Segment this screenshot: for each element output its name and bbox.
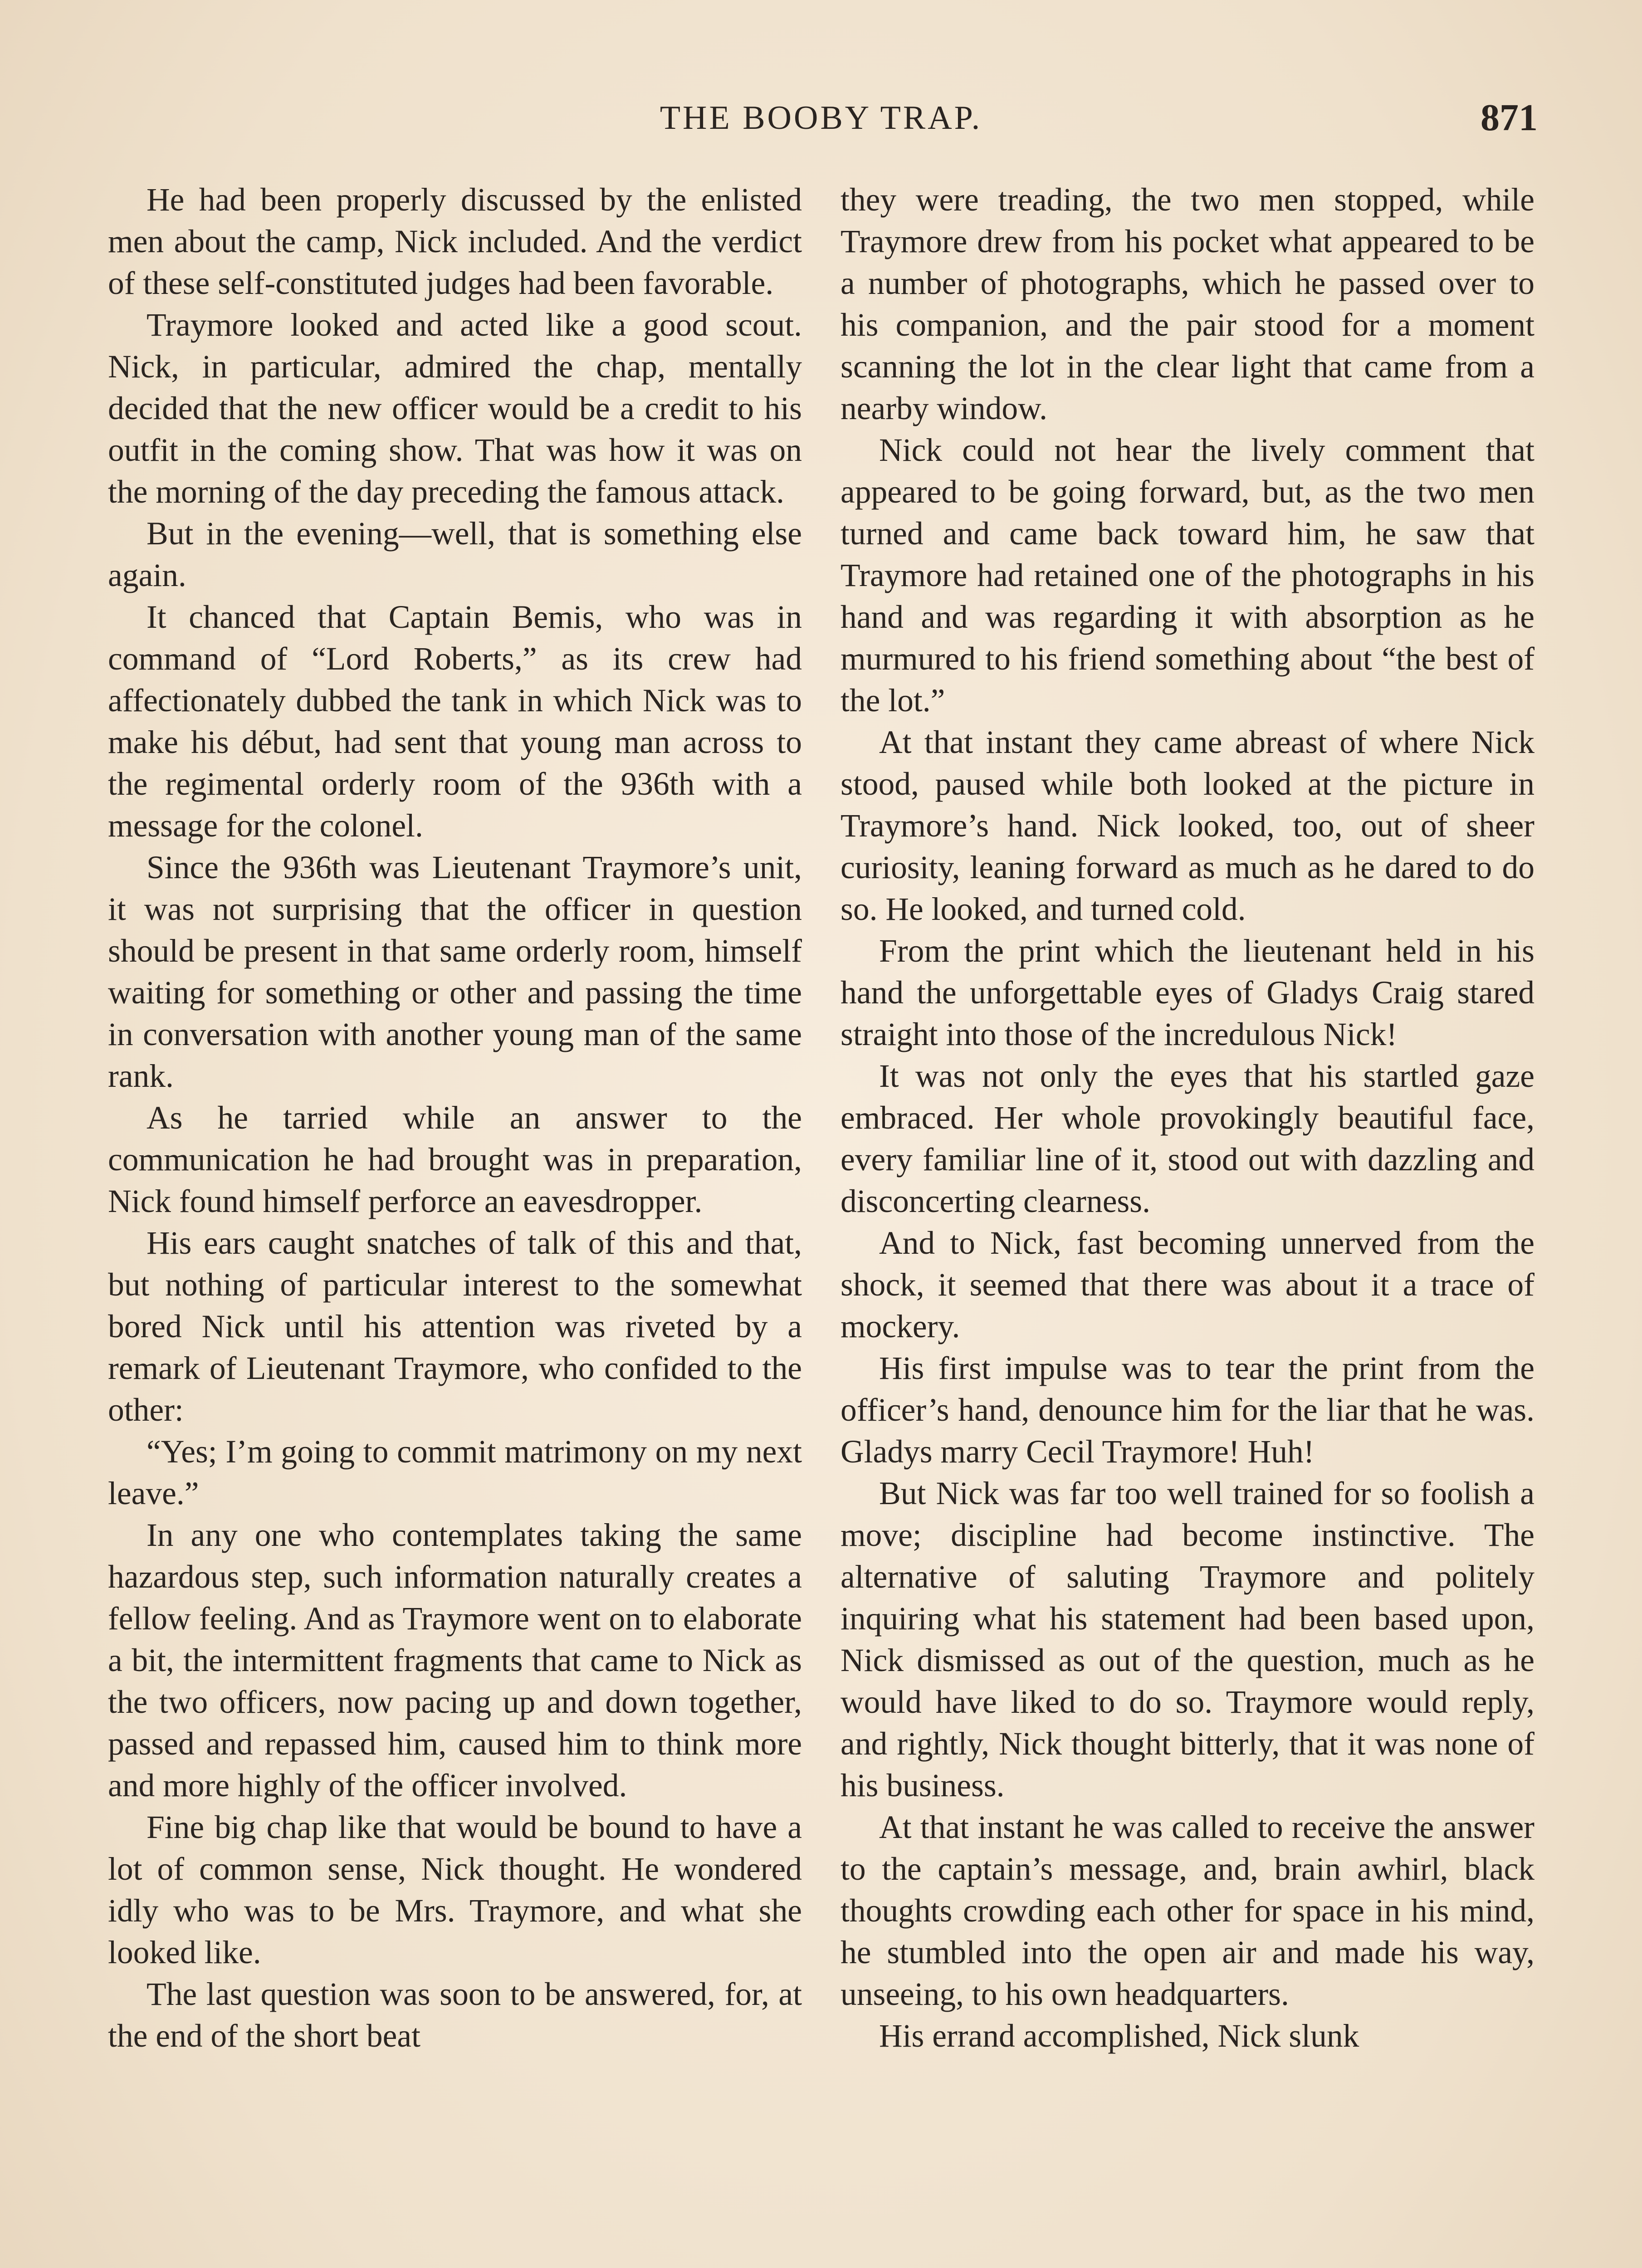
paragraph: From the print which the lieutenant held in his hand the unforgettable eyes of Gladys Craig stared straight into those of the incredulous Nick!	[841, 933, 1534, 1052]
paragraph: At that instant he was called to receive the answer to the captain’s message, and, brain awhirl, black thoughts crowding each other for space in his mind, he stumbled into the open air and made his way, unseeing, to his own headquarters.	[841, 1809, 1534, 2012]
paragraph: It chanced that Captain Bemis, who was in command of “Lord Roberts,” as its crew had affectionately dubbed the tank in which Nick was to make his début, had sent that young man across to the regimental orderly room of the 936th with a message for the colonel.	[108, 599, 802, 844]
paragraph: His errand accomplished, Nick slunk	[879, 2018, 1359, 2054]
page-number: 871	[1481, 97, 1538, 139]
paragraph: As he tarried while an answer to the communication he had brought was in preparation, Nick found himself perforce an eavesdropper.	[108, 1100, 802, 1219]
paragraph-continued: they were treading, the two men stopped, while Traymore drew from his pocket what appeared to be a number of photographs, which he passed over to his companion, and the pair stood for a moment scanning the lot in the clear light that came from a nearby window.	[841, 182, 1534, 426]
paragraph: But in the evening—well, that is something else again.	[108, 516, 802, 593]
paragraph: And to Nick, fast becoming unnerved from the shock, it seemed that there was about it a trace of mockery.	[841, 1225, 1534, 1344]
paragraph: At that instant they came abreast of where Nick stood, paused while both looked at the picture in Traymore’s hand. Nick looked, too, out of sheer curiosity, leaning forward as much as he dared to do so. He looked, and turned cold.	[841, 724, 1534, 927]
right-column	[841, 179, 1534, 2057]
paragraph: But Nick was far too well trained for so foolish a move; discipline had become instinctive. The alternative of saluting Traymore and politely inquiring what his statement had been based upon, Nick dismissed as out of the question, much as he would have liked to do so. Traymore would reply, and rightly, Nick thought bitterly, that it was none of his business.	[841, 1476, 1534, 1804]
paragraph: Fine big chap like that would be bound to have a lot of common sense, Nick thought. He wondered idly who was to be Mrs. Traymore, and what she looked like.	[108, 1809, 802, 1970]
paragraph: Nick could not hear the lively comment that appeared to be going forward, but, as the two men turned and came back toward him, he saw that Traymore had retained one of the photographs in his hand and was regarding it with absorption as he murmured to his friend something about “the best of the lot.”	[841, 432, 1534, 719]
paragraph: His first impulse was to tear the print from the officer’s hand, denounce him for the liar that he was. Gladys marry Cecil Traymore! Huh!	[841, 1350, 1534, 1470]
running-title: THE BOOBY TRAP.	[660, 99, 982, 137]
paragraph: In any one who contemplates taking the same hazardous step, such information naturally creates a fellow feeling. And as Traymore went on to elaborate a bit, the intermittent fragments that came to Nick as the two officers, now pacing up and down together, passed and repassed him, caused him to think more and more highly of the officer involved.	[108, 1517, 802, 1804]
paragraph: His ears caught snatches of talk of this and that, but nothing of particular interest to the somewhat bored Nick until his attention was riveted by a remark of Lieutenant Traymore, who confided to the other:	[108, 1225, 802, 1428]
paragraph: It was not only the eyes that his startled gaze embraced. Her whole provokingly beautiful face, every familiar line of it, stood out with dazzling and disconcerting clearness.	[841, 1058, 1534, 1219]
paragraph: Traymore looked and acted like a good scout. Nick, in particular, admired the chap, mentally decided that the new officer would be a credit to his outfit in the coming show. That was how it was on the morning of the day preceding the famous attack.	[108, 307, 802, 510]
paragraph: He had been properly discussed by the enlisted men about the camp, Nick included. And the verdict of these self-constituted judges had been favorable.	[108, 182, 802, 301]
paragraph: The last question was soon to be answered, for, at the end of the short beat	[108, 1976, 802, 2054]
paragraph: Since the 936th was Lieutenant Traymore’s unit, it was not surprising that the officer in question should be present in that same orderly room, himself waiting for something or other and passing the time in conversation with another young man of the same rank.	[108, 850, 802, 1094]
paragraph: “Yes; I’m going to commit matrimony on my next leave.”	[108, 1434, 802, 1511]
left-column	[108, 179, 802, 2057]
page-header	[104, 93, 1538, 143]
